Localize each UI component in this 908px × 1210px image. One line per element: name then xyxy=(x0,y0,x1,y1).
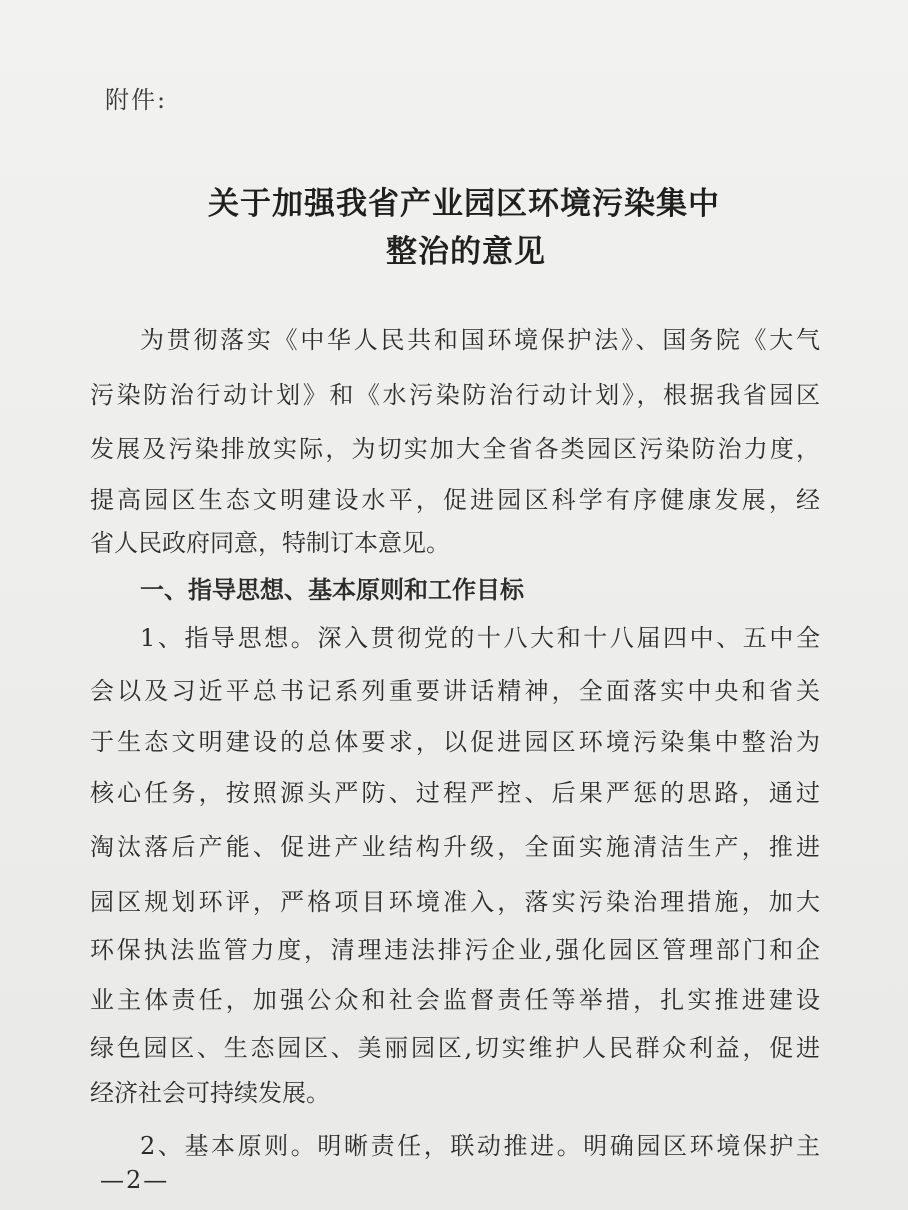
guiding-line: 园区规划环评，严格项目环境准入，落实污染治理措施，加大 xyxy=(90,888,820,916)
intro-line: 提高园区生态文明建设水平，促进园区科学有序健康发展，经 xyxy=(90,486,820,514)
intro-line: 污染防治行动计划》和《水污染防治行动计划》，根据我省园区 xyxy=(90,381,820,409)
section-heading: 一、指导思想、基本原则和工作目标 xyxy=(140,576,524,604)
principles-line: 2、基本原则。明晰责任，联动推进。明确园区环境保护主 xyxy=(140,1132,820,1160)
guiding-line: 业主体责任，加强公众和社会监督责任等举措，扎实推进建设 xyxy=(90,986,820,1014)
intro-line: 为贯彻落实《中华人民共和国环境保护法》、国务院《大气 xyxy=(140,326,820,354)
guiding-line: 1、指导思想。深入贯彻党的十八大和十八届四中、五中全 xyxy=(140,624,820,652)
attachment-label: 附件: xyxy=(105,86,168,114)
guiding-line: 绿色园区、生态园区、美丽园区,切实维护人民群众利益，促进 xyxy=(90,1034,820,1062)
page-number: —2— xyxy=(100,1166,170,1194)
guiding-line: 淘汰落后产能、促进产业结构升级，全面实施清洁生产，推进 xyxy=(90,833,820,861)
document-title-line-1: 关于加强我省产业园区环境污染集中 xyxy=(208,186,720,222)
guiding-line: 核心任务，按照源头严防、过程严控、后果严惩的思路，通过 xyxy=(90,779,820,807)
guiding-line: 经济社会可持续发展。 xyxy=(90,1079,330,1107)
document-title-line-2: 整治的意见 xyxy=(386,234,546,270)
guiding-line: 于生态文明建设的总体要求，以促进园区环境污染集中整治为 xyxy=(90,728,820,756)
intro-line: 省人民政府同意，特制订本意见。 xyxy=(90,529,450,557)
guiding-line: 会以及习近平总书记系列重要讲话精神，全面落实中央和省关 xyxy=(90,677,820,705)
intro-line: 发展及污染排放实际，为切实加大全省各类园区污染防治力度， xyxy=(90,435,820,463)
guiding-line: 环保执法监管力度，清理违法排污企业,强化园区管理部门和企 xyxy=(90,936,820,964)
